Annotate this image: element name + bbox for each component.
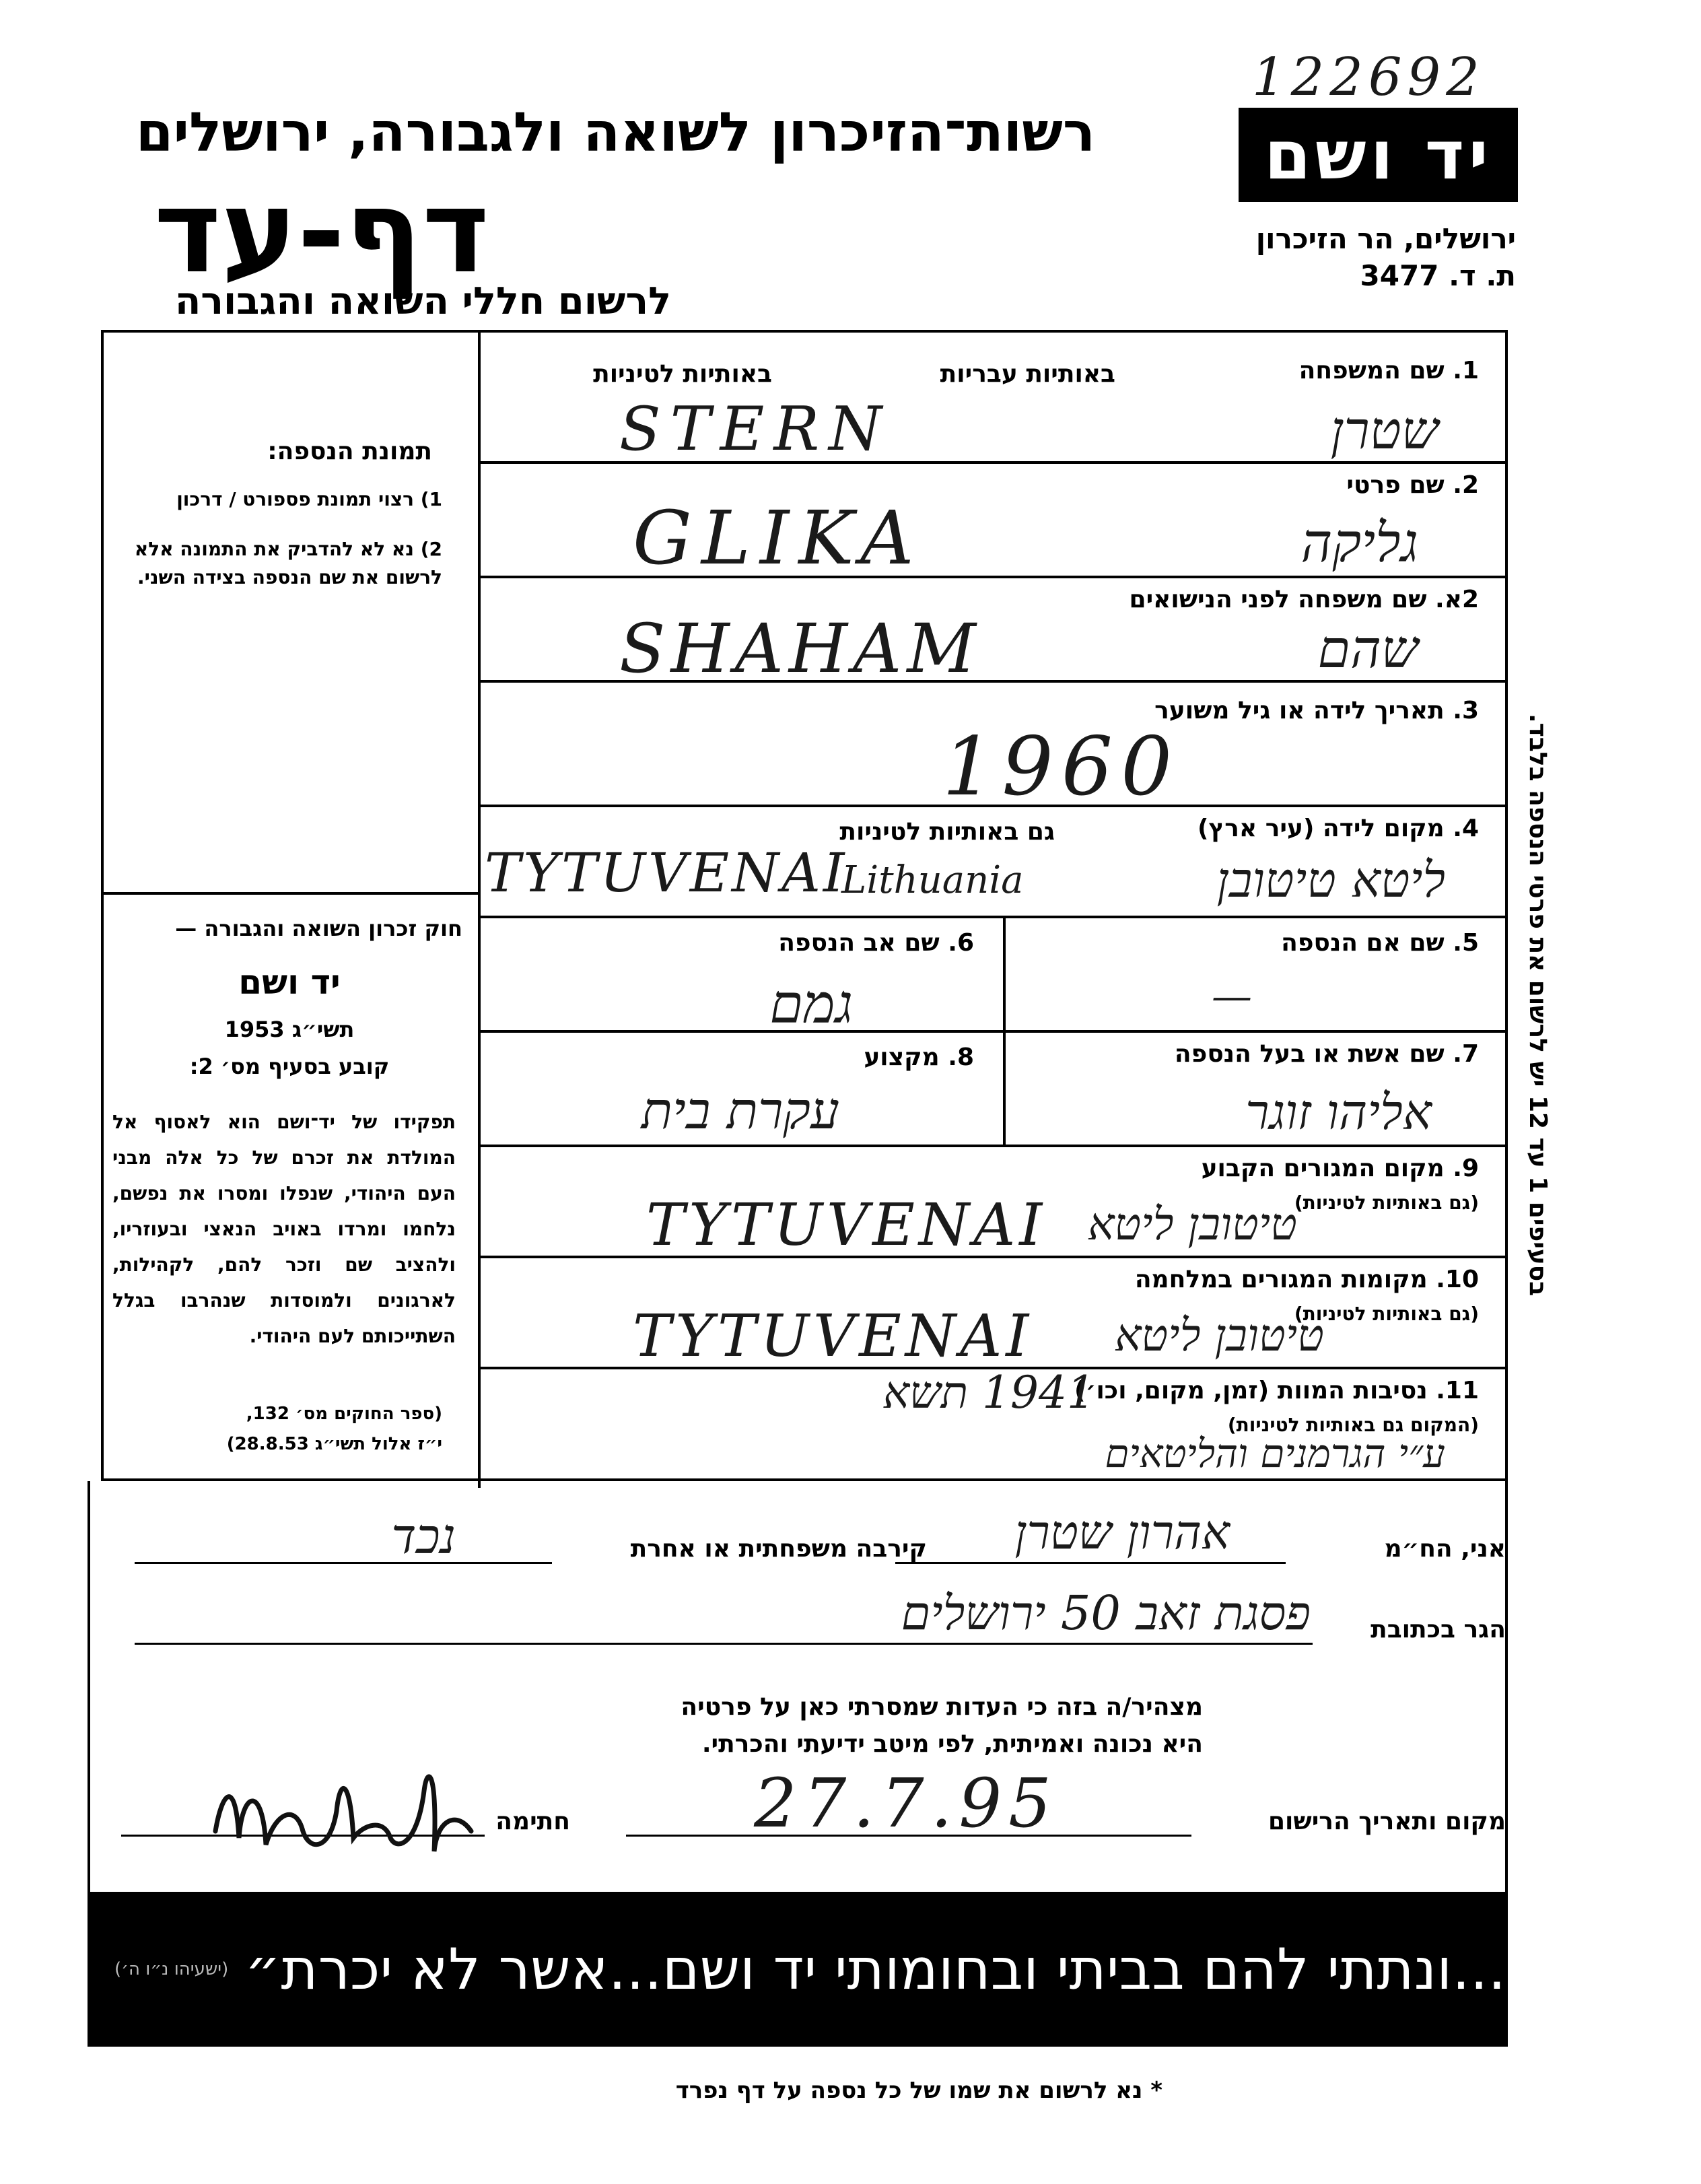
field-9-label: 9. מקום המגורים הקבוע [1201,1155,1479,1182]
field-6-label: 6. שם אב הנספה [778,929,974,957]
declarant-label: אני, הח״מ [1384,1535,1506,1563]
field-11-label: 11. נסיבות המוות (זמן, מקום, וכו׳) [1074,1377,1479,1404]
signature[interactable] [202,1750,485,1885]
field-4-value-hebrew[interactable]: ליטא טיטובן [1216,852,1445,908]
photo-box-title: תמונת הנספה: [267,438,432,465]
field-2-value-hebrew[interactable]: גליקה [1300,512,1418,574]
document-number: 122692 [1252,47,1485,108]
law-reference-1: (ספר החוקים מס׳ 132, [246,1404,442,1424]
field-8-value[interactable]: עקרת בית [641,1081,839,1140]
field-9-sub: (גם באותיות לטיניות) [1294,1192,1479,1214]
place-date-value[interactable]: 27.7.95 [754,1764,1058,1843]
field-8-label: 8. מקצוע [864,1044,974,1071]
divider-left-box [101,892,478,895]
field-10-sub: (גם באותיות לטיניות) [1294,1303,1479,1325]
page-subtitle: לרשום חללי השואה והגבורה [174,279,671,323]
photo-box-item-1: 1) רצוי תמונת פספורט / דרכון [176,488,442,510]
field-4-sub: גם באותיות לטיניות [839,818,1055,846]
field-6-value[interactable]: גמם [769,973,853,1035]
signature-label: חתימה [495,1808,570,1835]
row-line-78 [478,1145,1508,1147]
field-1-sub-latin: באותיות לטיניות [593,360,772,388]
field-9-value-latin[interactable]: TYTUVENAI [646,1192,1047,1259]
divider-56-78 [1003,916,1006,1145]
field-10-label: 10. מקומות המגורים במלחמה [1134,1266,1479,1293]
relation-line [135,1562,552,1564]
declarant-value[interactable]: אהרון שטרן [1014,1505,1230,1560]
field-2a-value-hebrew[interactable]: שהם [1317,619,1418,680]
field-2a-value-latin[interactable]: SHAHAM [619,609,981,688]
yad-vashem-logo [1239,108,1518,202]
field-1-value-hebrew[interactable]: שטרן [1330,401,1438,461]
law-year: תשי״ג 1953 [224,1017,355,1042]
field-9-value-hebrew[interactable]: טיטובן ליטא [1087,1198,1297,1250]
field-1-label: 1. שם המשפחה [1298,357,1479,384]
law-text: תפקידו של יד־ושם הוא לאסוף אל המולדת את זכרם של כל אלה מבני העם היהודי, שנפלו ומסרו את נפשם, נלחמו ומרדו באויב הנאצי ובעוזריו, ולהציב שם וזכר להם, לקהילות, לארגונים ולמוסדות שנהרבו בגלל השתייכותם לעם היהודי. [112,1111,456,1347]
page-title: דף-עד [153,166,489,299]
statement-line-1: מצהיר/ה בזה כי העדות שמסרתי כאן על פרטיה [681,1693,1203,1721]
declarant-line [895,1562,1286,1564]
footer-note: * נא לרשום את שמו של כל נספה על דף נפרד [675,2077,1162,2104]
side-note: בסעיפים 1 עד 12 יש לרשום את פרטי הנספה בלבד. [1524,714,1552,1297]
divider-vertical [478,330,481,1488]
field-5-value[interactable]: — [1212,973,1252,1020]
address-value[interactable]: פסגת זאב 50 ירושלים [901,1585,1311,1641]
field-5-label: 5. שם אם הנספה [1281,929,1479,957]
field-10-value-latin[interactable]: TYTUVENAI [633,1303,1033,1370]
field-2-label: 2. שם פרטי [1346,471,1479,499]
photo-box-item-2: 2) נא לא להדביק את התמונה אלא לרשום את שם הנספה בצידה השני. [134,538,442,588]
field-4-value-latin-2[interactable]: Lithuania [841,858,1024,902]
row-line-56 [478,1030,1508,1033]
field-2a-label: 2א. שם משפחה לפני הנישואים [1129,586,1479,613]
field-11-value-2[interactable]: ע״י הגרמנים והליטאים [1105,1431,1445,1476]
address-line [135,1643,1313,1645]
relation-label: קירבה משפחתית או אחרת [630,1535,927,1563]
place-date-label: מקום ותאריך הרישום [1268,1808,1506,1835]
field-11-sub: (המקום גם באותיות לטיניות) [1227,1414,1479,1436]
field-10-value-hebrew[interactable]: טיטובן ליטא [1114,1309,1324,1361]
address-line-2: ת. ד. 3477 [1360,259,1516,292]
field-3-label: 3. תאריך לידה או גיל משוער [1154,697,1479,724]
field-3-value[interactable]: 1960 [942,720,1181,814]
field-7-label: 7. שם אשת או בעל הנספה [1174,1040,1479,1068]
law-name: יד ושם [238,963,341,1002]
quote-text: ״...ונתתי להם בביתי ובחומותי יד ושם...אשר לא יכרת״ [244,1936,1543,2002]
statement-line-2: היא נכונה ואמיתית, לפי מיטב ידיעתי והכרתי. [701,1730,1203,1758]
quote-source: (ישעיהו נ״ו ה׳) [114,1959,229,1979]
address-label: הגר בכתובת [1370,1616,1506,1643]
law-title: חוק זכרון השואה והגבורה — [175,916,462,941]
field-1-sub-hebrew: באותיות עבריות [940,360,1115,388]
field-7-value[interactable]: אליהו זוגר [1245,1084,1432,1140]
field-11-value-1[interactable]: 1941 תשא [882,1367,1095,1419]
field-2-value-latin[interactable]: GLIKA [633,495,924,581]
field-4-label: 4. מקום לידה (עיר ארץ) [1197,815,1479,842]
relation-value[interactable]: נכד [391,1508,456,1565]
field-1-value-latin[interactable]: STERN [619,394,891,465]
authority-title: רשות־הזיכרון לשואה ולגבורה, ירושלים [135,101,1095,164]
quote-banner [88,1892,1543,2047]
row-line-4 [478,916,1508,918]
field-4-value-latin[interactable]: TYTUVENAI [485,842,847,904]
address-line-1: ירושלים, הר הזיכרון [1255,222,1516,255]
logo-text: יד ושם [1264,115,1492,195]
law-reference-2: י״ז אלול תשי״ג 28.8.53) [226,1434,442,1454]
law-clause: קובע בסעיף מס׳ 2: [189,1054,390,1079]
